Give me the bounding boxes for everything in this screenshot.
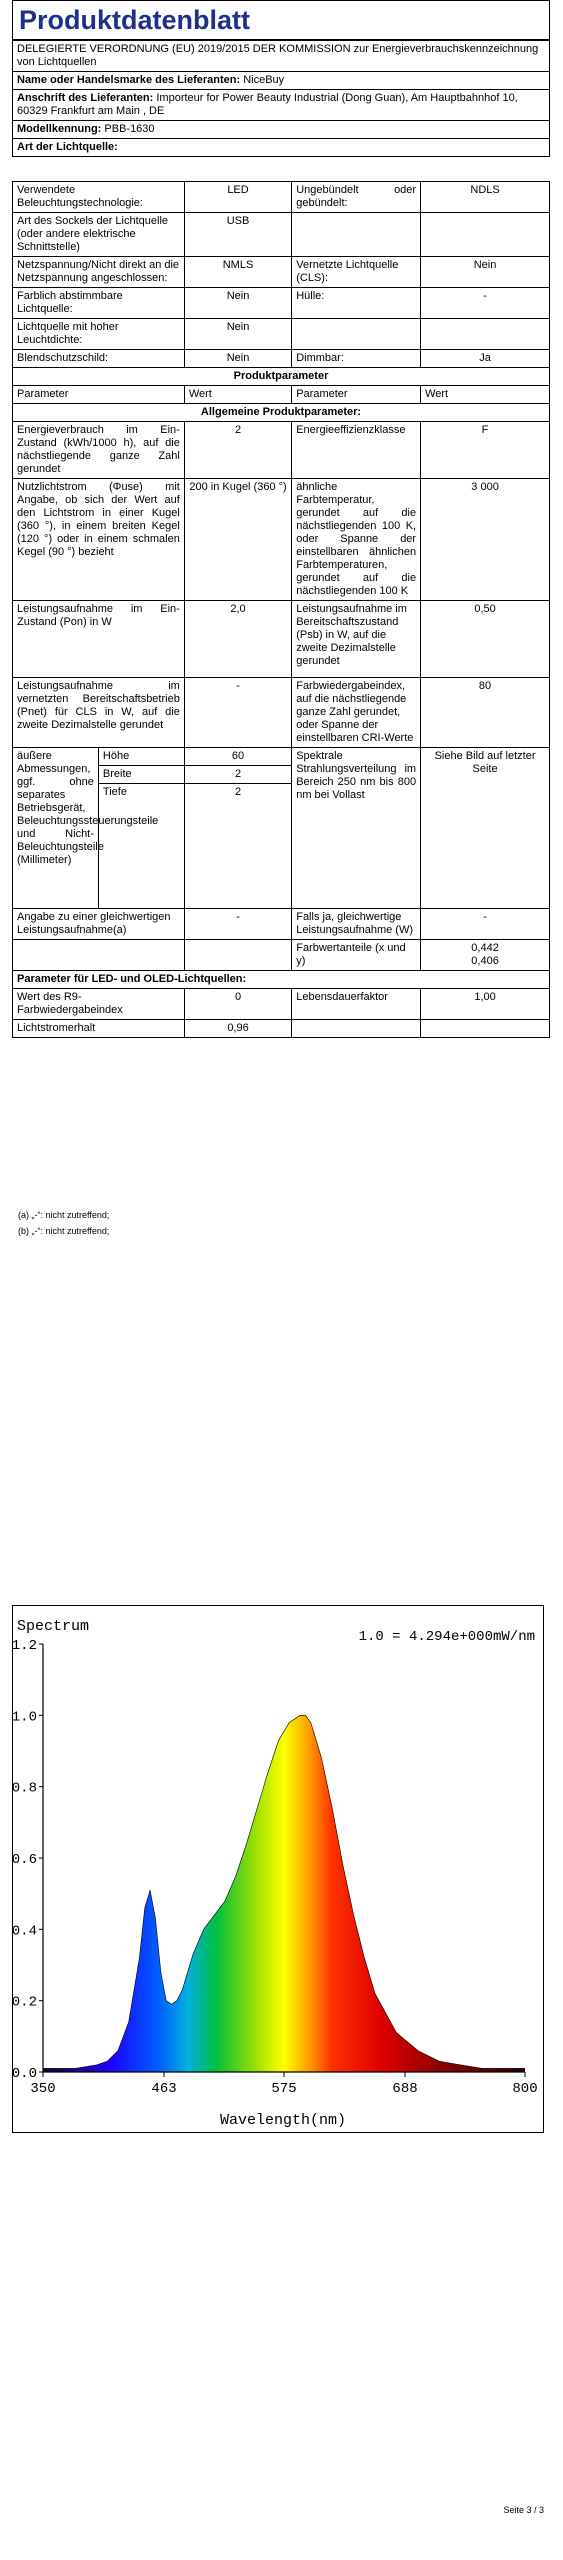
column-header: Wert [184, 386, 291, 404]
table-row [13, 422, 550, 479]
model-row [13, 121, 550, 139]
param-label: Lebensdauerfaktor [292, 989, 421, 1020]
y-tick-label: 0.8 [13, 1780, 37, 1797]
light-source-type-table [12, 181, 550, 1038]
column-header: Parameter [292, 386, 421, 404]
type-rows [13, 182, 550, 368]
table-row [13, 182, 550, 213]
led-params-heading: Parameter für LED- und OLED-Lichtquellen: [13, 971, 550, 989]
param-label: Farblich abstimmbare Lichtquelle: [13, 288, 185, 319]
table-row [13, 257, 550, 288]
x-tick-label: 463 [151, 2081, 177, 2097]
param-value: LED [184, 182, 291, 213]
param-value: USB [184, 213, 291, 257]
x-tick-label: 800 [512, 2081, 538, 2097]
param-label: Nutzlichtstrom (Φuse) mit Angabe, ob sich der Wert auf den Lichtstrom in einer Kugel (360 °), in einem breiten Kegel (120 °) oder in einem schmalen Kegel (90 °) bezieht [13, 479, 185, 601]
param-value: 3 000 [421, 479, 550, 601]
y-tick-label: 0.6 [13, 1852, 37, 1868]
param-label: Farbwiedergabeindex, auf die nächstliegende ganze Zahl gerundet, oder Spanne der einstellbaren CRI-Werte [292, 678, 421, 748]
table-row [13, 319, 550, 350]
column-header: Wert [421, 386, 550, 404]
table-row [13, 909, 550, 940]
param-value: - [184, 909, 291, 940]
supplier-address-value: Importeur for Power Beauty Industrial (Dong Guan), Am Hauptbahnhof 10, 60329 Frankfurt am Main , DE [17, 92, 518, 117]
spectrum-chart [12, 1605, 544, 2133]
height-value: 60 [185, 748, 291, 766]
height-label: Höhe [98, 748, 183, 766]
param-label: ähnliche Farbtemperatur, gerundet auf die nächstliegenden 100 K, oder Spanne der einstellbaren ähnlichen Farbtemperaturen, gerundet auf die nächstliegenden 100 K [292, 479, 421, 601]
y-tick-label: 0.4 [13, 1923, 37, 1940]
model-value: PBB-1630 [104, 123, 155, 135]
param-value: 0,50 [421, 601, 550, 678]
param-value: Nein [184, 319, 291, 350]
param-label: Falls ja, gleichwertige Leistungsaufnahme (W) [292, 909, 421, 940]
depth-label: Tiefe [102, 786, 127, 798]
param-value: 0,442 0,406 [421, 940, 550, 971]
model-label: Modellkennung: [17, 123, 102, 135]
param-label: Leistungsaufnahme im vernetzten Bereitschaftsbetrieb (Pnet) für CLS in W, auf die zweite Dezimalstelle gerundet [13, 678, 185, 748]
table-row [13, 1020, 550, 1038]
param-label: Lichtstromerhalt [13, 1020, 185, 1038]
y-tick-label: 0.2 [13, 1994, 37, 2011]
param-value: 200 in Kugel (360 °) [184, 479, 291, 601]
page-title: Produktdatenblatt [19, 5, 251, 35]
chart-title: Spectrum [17, 1618, 90, 1635]
x-tick-label: 350 [30, 2081, 56, 2097]
supplier-name-value: NiceBuy [243, 74, 285, 86]
dimensions-label: äußere Abmessungen, ggf. ohne separates Betriebsgerät, Beleuchtungssteuerungsteile und Nicht-Beleuchtungsteile (Millimeter) [13, 748, 98, 908]
param-label: Dimmbar: [292, 350, 421, 368]
param-label: Hülle: [292, 288, 421, 319]
width-value: 2 [185, 766, 291, 784]
param-value: NDLS [421, 182, 550, 213]
supplier-name-row [13, 72, 550, 90]
general-params-heading: Allgemeine Produktparameter: [13, 404, 550, 422]
spectrum-svg [13, 1606, 543, 2132]
footnote-a: (a) „-“: nicht zutreffend; [18, 1210, 110, 1220]
page-number: Seite 3 / 3 [503, 2505, 544, 2515]
column-header: Parameter [13, 386, 185, 404]
param-value [184, 940, 291, 971]
table-row [13, 678, 550, 748]
param-value: 2,0 [184, 601, 291, 678]
param-value: 0 [184, 989, 291, 1020]
param-value: 0,96 [184, 1020, 291, 1038]
param-label: Vernetzte Lichtquelle (CLS): [292, 257, 421, 288]
param-value: - [421, 288, 550, 319]
param-value [421, 319, 550, 350]
param-label: Farbwertanteile (x und y) [292, 940, 421, 971]
dimensions-cell [13, 748, 185, 909]
param-label: Lichtquelle mit hoher Leuchtdichte: [13, 319, 185, 350]
param-value: - [421, 909, 550, 940]
spectral-label: Spektrale Strahlungsverteilung im Bereich 250 nm bis 800 nm bei Vollast [292, 748, 421, 909]
param-value: - [184, 678, 291, 748]
regulation-text: DELEGIERTE VERORDNUNG (EU) 2019/2015 DER KOMMISSION zur Energieverbrauchskennzeichnung von Lichtquellen [13, 41, 550, 72]
param-label [13, 940, 185, 971]
param-value: NMLS [184, 257, 291, 288]
param-value: Nein [184, 288, 291, 319]
param-value [421, 213, 550, 257]
chart-scale-label: 1.0 = 4.294e+000mW/nm [358, 1629, 535, 1645]
param-label [292, 213, 421, 257]
product-params-heading: Produktparameter [13, 368, 550, 386]
table-row [13, 479, 550, 601]
param-label: Angabe zu einer gleichwertigen Leistungsaufnahme(a) [13, 909, 185, 940]
param-label: Wert des R9-Farbwiedergabeindex [13, 989, 185, 1020]
table-row [13, 989, 550, 1020]
param-value: Nein [184, 350, 291, 368]
param-label: Blendschutzschild: [13, 350, 185, 368]
param-value: Nein [421, 257, 550, 288]
param-label: Ungebündelt oder gebündelt: [292, 182, 421, 213]
param-label: Energieverbrauch im Ein-Zustand (kWh/1000 h), auf die nächstliegende ganze Zahl gerundet [13, 422, 185, 479]
x-axis-label: Wavelength(nm) [219, 2112, 347, 2129]
supplier-name-label: Name oder Handelsmarke des Lieferanten: [17, 74, 241, 86]
param-value: Ja [421, 350, 550, 368]
dimensions-values [184, 748, 291, 909]
spectrum-area [43, 1715, 525, 2072]
footnote-b: (b) „-“: nicht zutreffend; [18, 1226, 110, 1236]
param-label: Verwendete Beleuchtungstechnologie: [13, 182, 185, 213]
param-label: Netzspannung/Nicht direkt an die Netzspannung angeschlossen: [13, 257, 185, 288]
dimensions-row [13, 748, 550, 909]
param-label: Art des Sockels der Lichtquelle (oder andere elektrische Schnittstelle) [13, 213, 185, 257]
param-label: Leistungsaufnahme im Bereitschaftszustand (Psb) in W, auf die zweite Dezimalstelle gerundet [292, 601, 421, 678]
spectral-value: Siehe Bild auf letzter Seite [421, 748, 550, 909]
param-value: 80 [421, 678, 550, 748]
x-tick-label: 575 [271, 2081, 297, 2097]
param-value: F [421, 422, 550, 479]
param-label: Energieeffizienzklasse [292, 422, 421, 479]
width-label: Breite [98, 766, 183, 784]
table-row [13, 940, 550, 971]
x-tick-label: 688 [392, 2081, 418, 2097]
y-tick-label: 1.2 [13, 1638, 37, 1654]
title-bar [12, 0, 550, 40]
param-label [292, 319, 421, 350]
y-tick-label: 0.0 [13, 2066, 37, 2082]
light-source-type-heading: Art der Lichtquelle: [13, 139, 550, 157]
table-row [13, 350, 550, 368]
param-value: 1,00 [421, 989, 550, 1020]
param-value: 2 [184, 422, 291, 479]
table-row [13, 601, 550, 678]
param-label: Leistungsaufnahme im Ein-Zustand (Pon) in W [13, 601, 185, 678]
table-row [13, 213, 550, 257]
supplier-table [12, 40, 550, 157]
table-row [13, 288, 550, 319]
supplier-address-row [13, 90, 550, 121]
param-value [421, 1020, 550, 1038]
depth-value: 2 [234, 786, 242, 798]
param-label [292, 1020, 421, 1038]
y-tick-label: 1.0 [13, 1709, 37, 1726]
supplier-address-label: Anschrift des Lieferanten: [17, 92, 154, 104]
plot-area [13, 1638, 538, 2097]
